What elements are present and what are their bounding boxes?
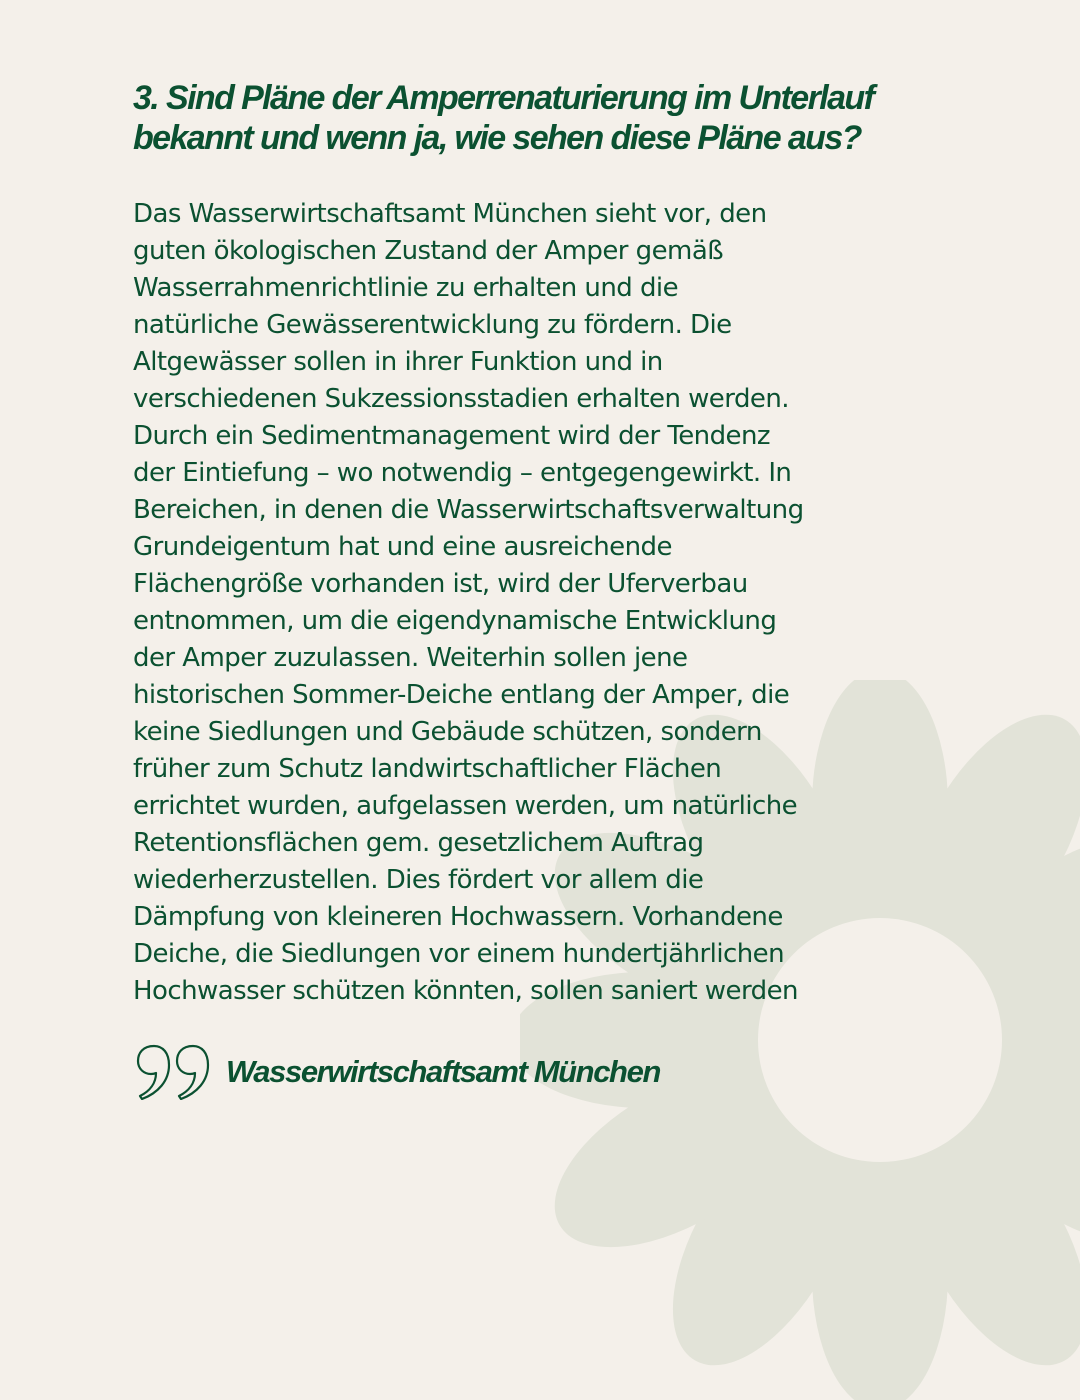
answer-line: Deiche, die Siedlungen vor einem hundertjährlichen — [133, 939, 785, 969]
answer-line: keine Siedlungen und Gebäude schützen, sondern — [133, 717, 762, 747]
answer-line: verschiedenen Sukzessionsstadien erhalten werden. — [133, 384, 789, 414]
answer-line: Hochwasser schützen könnten, sollen saniert werden — [133, 976, 798, 1006]
quote-source — [136, 1044, 660, 1100]
answer-line: Wasserrahmenrichtlinie zu erhalten und die — [133, 273, 679, 303]
answer-text — [133, 196, 933, 1010]
answer-line: Dämpfung von kleineren Hochwassern. Vorhandene — [133, 902, 783, 932]
heading-line: bekannt und wenn ja, wie sehen diese Pläne aus? — [133, 119, 861, 157]
answer-line: früher zum Schutz landwirtschaftlicher Flächen — [133, 754, 722, 784]
answer-line: Bereichen, in denen die Wasserwirtschaftsverwaltung — [133, 495, 804, 525]
question-heading — [133, 78, 933, 158]
content — [133, 78, 933, 1010]
answer-line: Durch ein Sedimentmanagement wird der Tendenz — [133, 421, 771, 451]
answer-line: Grundeigentum hat und eine ausreichende — [133, 532, 672, 562]
answer-line: guten ökologischen Zustand der Amper gemäß — [133, 236, 724, 266]
heading-line: 3. Sind Pläne der Amperrenaturierung im Unterlauf — [133, 79, 874, 117]
answer-line: Retentionsflächen gem. gesetzlichem Auftrag — [133, 828, 704, 858]
answer-line: entnommen, um die eigendynamische Entwicklung — [133, 606, 777, 636]
answer-line: der Amper zuzulassen. Weiterhin sollen jene — [133, 643, 688, 673]
source-name: Wasserwirtschaftsamt München — [226, 1054, 660, 1089]
answer-line: der Eintiefung – wo notwendig – entgegengewirkt. In — [133, 458, 792, 488]
answer-line: Das Wasserwirtschaftsamt München sieht vor, den — [133, 199, 767, 229]
answer-line: errichtet wurden, aufgelassen werden, um natürliche — [133, 791, 798, 821]
answer-line: natürliche Gewässerentwicklung zu fördern. Die — [133, 310, 732, 340]
quote-icon — [136, 1044, 212, 1100]
answer-line: wiederherzustellen. Dies fördert vor allem die — [133, 865, 704, 895]
answer-line: Altgewässer sollen in ihrer Funktion und in — [133, 347, 663, 377]
answer-line: Flächengröße vorhanden ist, wird der Uferverbau — [133, 569, 748, 599]
answer-line: historischen Sommer-Deiche entlang der Amper, die — [133, 680, 790, 710]
